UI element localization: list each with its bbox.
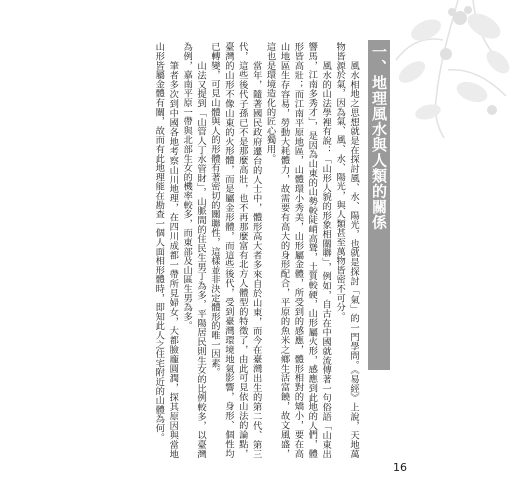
page-number: 16: [393, 461, 407, 474]
paragraph: 筆者多次到中國各地考察山川地理，在四川成都一帶所見婦女，大都臉龐圓潤，探其原因與當地山形皆屬金體有關，故而有此地理能在勘查一個人面相形體時，即知此人之住宅附近的山體為何。: [153, 42, 179, 458]
paragraph: 當年，隨著國民政府遷台的人士中，體形高大者多來自於山東，而今在臺灣出生的第二代、第三代，這些後代子孫已不是那麼高壯，也不再那麼富有北方人體型的特徵了，由此可見依山法的論點，臺灣的山形不像山東的火形體，而是屬金形體，而這些後代，受到臺灣環境地氣影響，身形、個性均已轉變，可見山體與人的形體有著密切的關聯性，這樣並非決定體形的唯一因素。: [208, 42, 262, 458]
body-text: [138, 42, 360, 458]
floral-decoration-icon: [388, 0, 520, 140]
paragraph: 山法又提到「山管人丁水管財」，山脈間的住民生男丁為多，平陽居民則生女的比例較多，以臺灣為例，嘉南平原一帶與北部生女的機率較多，而東部及山區生男為多。: [181, 42, 207, 458]
paragraph: 風水相地之思想就是在探討風、水、陽光，也就是探討「氣」的一門學問。《易經》上說，天地萬物皆源於氣，因為氣、風、水、陽光，與人類甚至萬物皆密不可分。: [334, 42, 359, 458]
section-heading: 一、地理風水與人類的關係: [370, 44, 388, 230]
paragraph: 風水的山法學裡有說：「山形人貌的形象相關聯」，例如，自古在中國就流傳著一句俗語「山東出響馬，江南多秀才」，是因為山東的山勢較陡峭高聳，土質較硬，山形屬火形，感應到此地的人們，體形皆高壯；而江南平原地區，山體環小秀美，山形屬金體，所受到的感應，體形相對的矯小，要在高山地區生存容易，勞動大耗體力，故需要有高大的身形配合，平原的魚米之鄉生活富饒，故文風盛，這也是環境造化的匠心獨用。: [264, 42, 332, 458]
